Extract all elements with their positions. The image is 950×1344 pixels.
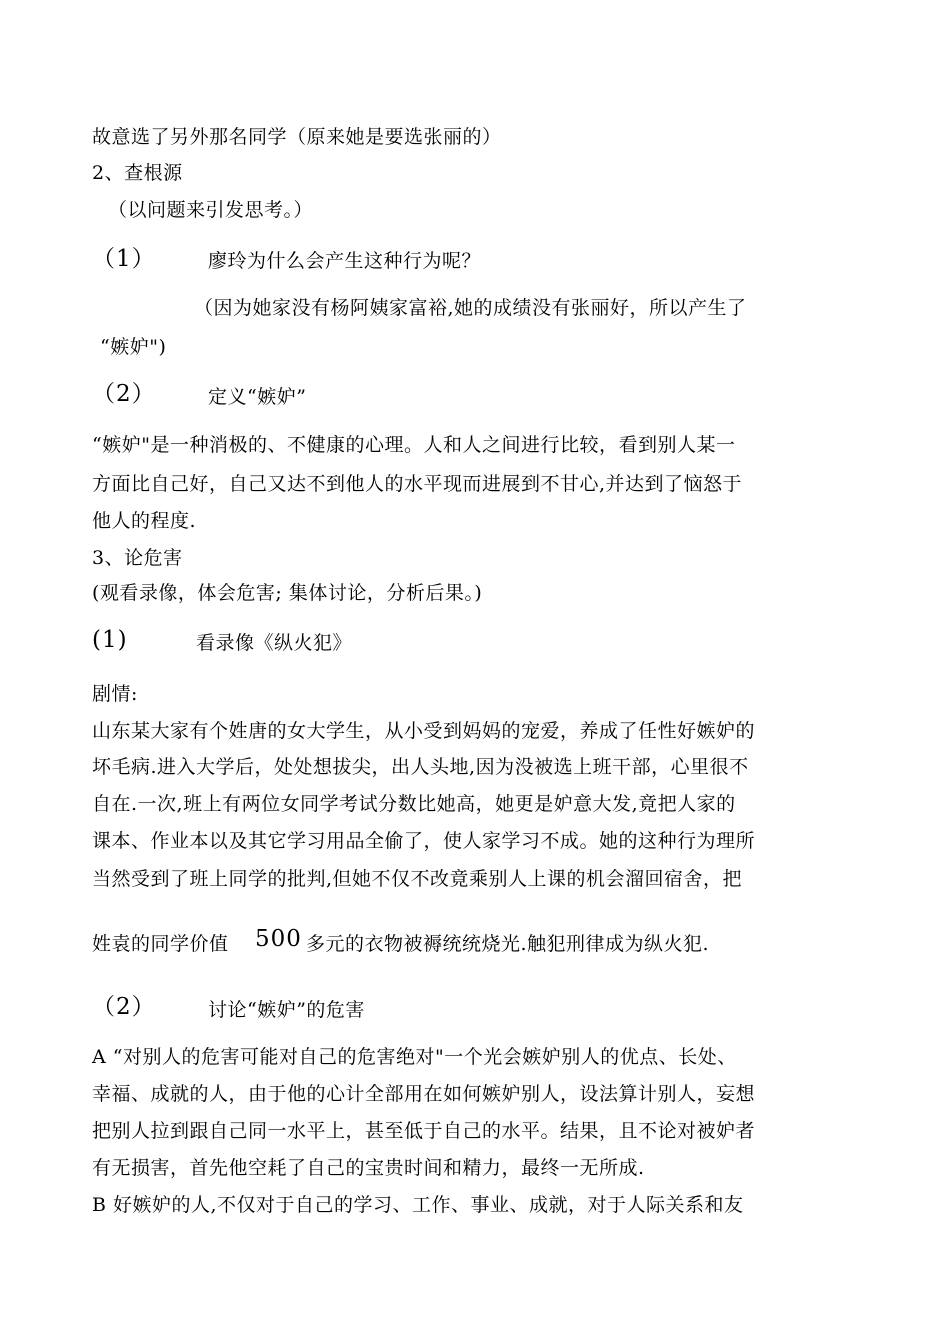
item-title: 定义“嫉妒” (208, 386, 307, 408)
text-line: 把别人拉到跟自己同一水平上，甚至低于自己的水平。结果，且不论对被妒者 (92, 1120, 756, 1142)
text-line: 课本、作业本以及其它学习用品全偷了，使人家学习不成。她的这种行为理所 (92, 830, 756, 852)
text-line: 方面比自己好，自己又达不到他人的水平现而进展到不甘心,并达到了恼怒于 (92, 473, 743, 495)
item-title: 讨论“嫉妒”的危害 (208, 999, 365, 1021)
text-line: （以问题来引发思考。） (108, 199, 314, 221)
item-title: 看录像《纵火犯》 (196, 632, 353, 654)
text-line: “嫉妒"是一种消极的、不健康的心理。人和人之间进行比较，看到别人某一 (92, 434, 736, 456)
section-heading: 3、论危害 (92, 547, 183, 569)
text-line: 山东某大家有个姓唐的女大学生，从小受到妈妈的宠爱，养成了任性好嫉妒的 (92, 720, 756, 742)
text-line: 当然受到了班上同学的批判,但她不仅不改竟乘别人上课的机会溜回宿舍，把 (92, 868, 743, 890)
text-line: 有无损害，首先他空耗了自己的宝贵时间和精力，最终一无所成. (92, 1157, 645, 1179)
text-line: 自在.一次,班上有两位女同学考试分数比她高，她更是妒意大发,竟把人家的 (92, 793, 736, 815)
section-heading: 2、查根源 (92, 162, 183, 184)
item-number: （2） (92, 994, 156, 1020)
text-line: 他人的程度. (92, 510, 197, 532)
item-number: （2） (92, 381, 156, 407)
text-line: 剧情: (92, 683, 138, 705)
text-line: 坏毛病.进入大学后，处处想拔尖，出人头地,因为没被选上班干部，心里很不 (92, 756, 749, 778)
item-title: 廖玲为什么会产生这种行为呢？ (208, 250, 482, 272)
text-line: “嫉妒") (100, 336, 167, 358)
text-line: A “对别人的危害可能对自己的危害绝对"一个光会嫉妒别人的优点、长处、 (92, 1046, 737, 1068)
text-line: (观看录像，体会危害; 集体讨论，分析后果。) (92, 582, 483, 604)
text-line: B 好嫉妒的人,不仅对于自己的学习、工作、事业、成就，对于人际关系和友 (92, 1194, 744, 1216)
item-number: (1) (92, 627, 128, 653)
text-line: （因为她家没有杨阿姨家富裕,她的成绩没有张丽好，所以产生了 (194, 297, 747, 319)
text-line: 姓袁的同学价值 (92, 933, 229, 955)
text-line: 多元的衣物被褥统统烧光.触犯刑律成为纵火犯. (306, 933, 710, 955)
item-number: （1） (92, 246, 156, 272)
text-line: 故意选了另外那名同学（原来她是要选张丽的） (92, 126, 502, 148)
text-line: 幸福、成就的人，由于他的心计全部用在如何嫉妒别人，设法算计别人，妄想 (92, 1083, 756, 1105)
number-value: 500 (255, 926, 302, 952)
